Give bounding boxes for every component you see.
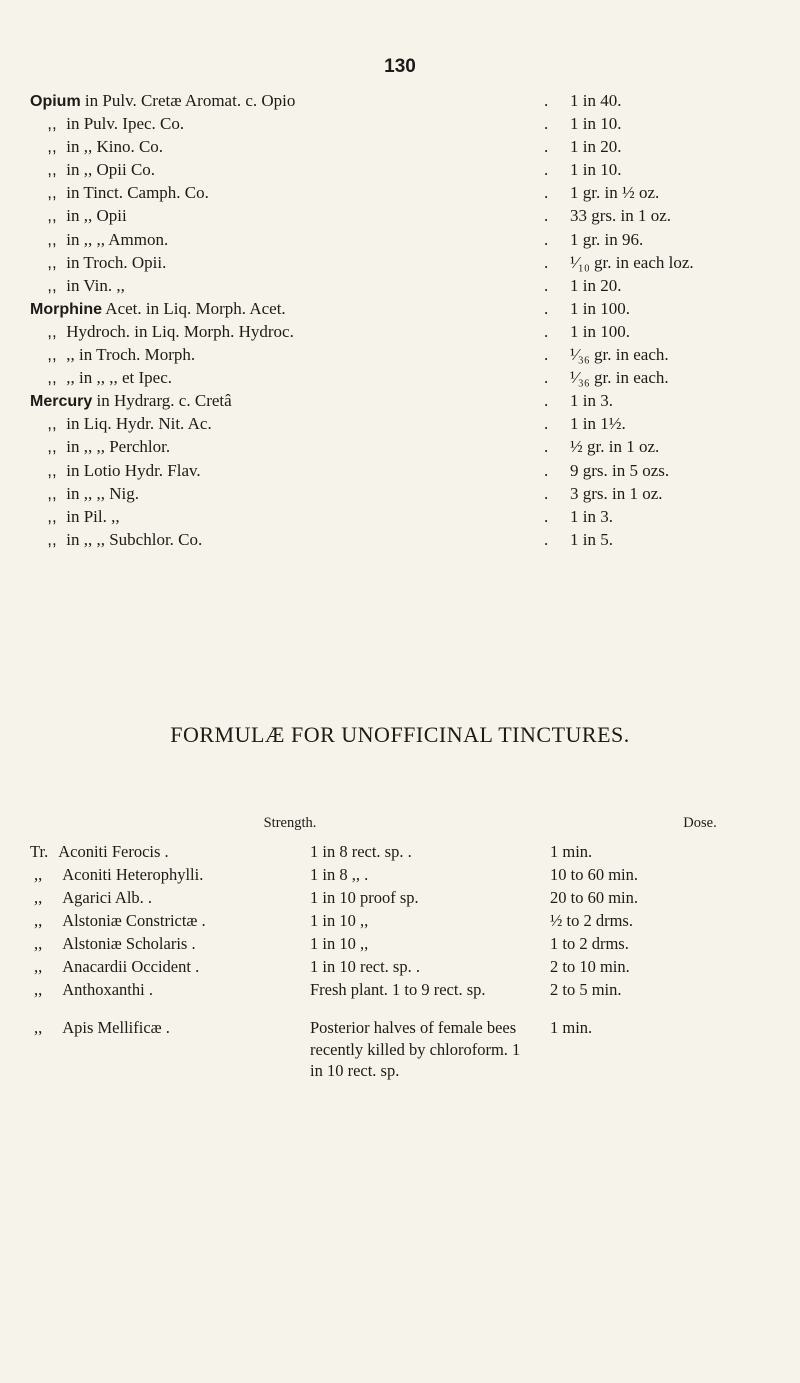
tincture-dose: 2 to 5 min. [550,980,622,999]
preparation-strength: 1 in 100. [570,298,630,318]
preparation-name: in Tinct. Camph. Co. [62,183,209,203]
preparation-name: in ,, ,, Ammon. [62,229,169,249]
preparation-name: in ,, Opii [62,206,127,226]
preparation-name: in Pil. ,, [62,506,120,526]
preparation-strength: ½ gr. in 1 oz. [570,437,660,457]
tincture-name: Alstoniæ Scholaris . [59,934,196,953]
tincture-strength: Posterior halves of female bees recently killed by chloroform. 1 in 10 rect. sp. [310,1018,521,1081]
ditto-mark: ,, [34,865,43,884]
ditto-mark: ,, [47,252,57,272]
preparation-strength: ¹⁄₃₆ gr. in each. [570,368,669,388]
preparation-strength: 1 in 3. [570,391,613,411]
tincture-name: Anacardii Occident . [59,957,200,976]
preparation-name: in Lotio Hydr. Flav. [62,460,201,480]
preparation-row [30,181,795,204]
ditto-mark: ,, [47,160,57,180]
preparation-name: in ,, ,, Perchlor. [62,437,171,457]
preparations-list [30,89,795,551]
preparation-row [30,389,795,412]
page-number: 130 [384,56,416,77]
tincture-name: Alstoniæ Constrictæ . [59,911,206,930]
preparation-row [30,158,795,181]
preparation-name: in Troch. Opii. [62,252,167,272]
preparation-row [30,435,795,458]
preparation-name: in Pulv. Cretæ Aromat. c. Opio [80,91,296,110]
leader-dot: . [544,460,549,480]
preparation-name: in ,, ,, Subchlor. Co. [62,529,203,549]
leader-dot: . [544,391,549,411]
ditto-mark: ,, [47,529,57,549]
preparation-name: in ,, Kino. Co. [62,137,164,157]
preparation-row [30,251,795,274]
preparation-row [30,505,795,528]
preparation-strength: ¹⁄₁₀ gr. in each loz. [570,252,694,272]
preparation-strength: 1 in 20. [570,275,622,295]
preparation-row [30,412,795,435]
preparation-row [30,343,795,366]
preparation-row [30,204,795,227]
preparation-name: in Vin. ,, [62,275,125,295]
drug-name: Opium [30,93,81,110]
leader-dot: . [544,206,549,226]
preparation-strength: 9 grs. in 5 ozs. [570,460,670,480]
preparation-strength: 3 grs. in 1 oz. [570,483,663,503]
preparation-row [30,320,795,343]
leader-dot: . [544,160,549,180]
ditto-mark: ,, [47,506,57,526]
leader-dot: . [544,321,549,341]
tincture-dose: 1 min. [550,842,593,861]
ditto-mark: ,, [34,888,43,907]
preparation-strength: ¹⁄₃₆ gr. in each. [570,345,669,365]
preparation-row [30,274,795,297]
preparation-strength: 33 grs. in 1 oz. [570,206,672,226]
preparation-name: in Hydrarg. c. Cretâ [92,391,232,411]
ditto-mark: ,, [47,229,57,249]
tincture-dose: 20 to 60 min. [550,888,639,907]
preparation-row [30,482,795,505]
leader-dot: . [544,252,549,272]
ditto-mark: ,, [47,206,57,226]
leader-dot: . [544,345,549,365]
leader-dot: . [544,275,549,295]
leader-dot: . [544,414,549,434]
preparation-strength: 1 in 100. [570,321,630,341]
tincture-dose: 1 min. [550,1018,593,1037]
ditto-mark: ,, [47,345,57,365]
leader-dot: . [544,483,549,503]
tincture-strength: 1 in 10 ,, [310,911,369,930]
drug-name: Mercury [30,393,93,411]
ditto-mark: ,, [34,980,43,999]
ditto-mark: ,, [47,437,57,457]
tincture-strength: 1 in 8 ,, . [310,865,369,884]
preparation-strength: 1 in 3. [570,506,613,526]
leader-dot: . [544,137,549,157]
preparation-strength: 1 in 40. [570,91,622,110]
tincture-dose: ½ to 2 drms. [550,911,633,930]
preparation-row [30,528,795,551]
tincture-name: Apis Mellificæ . [59,1018,170,1037]
tincture-name: Anthoxanthi . [59,980,153,999]
ditto-mark: ,, [34,957,43,976]
ditto-mark: ,, [34,934,43,953]
ditto-mark: ,, [47,460,57,480]
ditto-mark: ,, [47,368,57,388]
ditto-mark: ,, [47,483,57,503]
preparation-name: ,, in ,, ,, et Ipec. [62,368,172,388]
tincture-dose: 10 to 60 min. [550,865,639,884]
ditto-mark: ,, [34,911,43,930]
tincture-prefix: Tr. [30,842,49,861]
preparation-row [30,135,795,158]
tincture-name: Aconiti Heterophylli. [59,865,204,884]
preparation-row [30,228,795,251]
tincture-name: Aconiti Ferocis . [55,842,169,861]
tincture-strength: 1 in 8 rect. sp. . [310,842,412,861]
section-heading: FORMULÆ FOR UNOFFICINAL TINCTURES. [170,722,630,747]
preparation-name: in ,, Opii Co. [62,160,156,180]
preparation-strength: 1 in 10. [570,114,622,134]
leader-dot: . [544,368,549,388]
ditto-mark: ,, [47,183,57,203]
preparation-name: Hydroch. in Liq. Morph. Hydroc. [62,321,294,341]
preparation-strength: 1 gr. in 96. [570,229,644,249]
preparation-row [30,112,795,135]
preparation-strength: 1 in 1½. [570,414,626,434]
preparation-strength: 1 in 5. [570,529,613,549]
preparation-strength: 1 in 20. [570,137,622,157]
preparation-name: ,, in Troch. Morph. [62,345,196,365]
tincture-strength: 1 in 10 rect. sp. . [310,957,420,976]
preparation-strength: 1 gr. in ½ oz. [570,183,660,203]
tincture-dose: 1 to 2 drms. [550,934,629,953]
ditto-mark: ,, [47,114,57,134]
tincture-strength: 1 in 10 proof sp. [310,888,419,907]
strength-column-header: Strength. [263,815,317,831]
leader-dot: . [544,437,549,457]
tincture-name: Agarici Alb. . [59,888,153,907]
ditto-mark: ,, [47,321,57,341]
leader-dot: . [544,91,549,110]
leader-dot: . [544,506,549,526]
preparation-row [30,366,795,389]
preparation-name: Acet. in Liq. Morph. Acet. [102,298,286,318]
tincture-strength: Fresh plant. 1 to 9 rect. sp. [310,980,486,999]
tincture-strength: 1 in 10 ,, [310,934,369,953]
preparation-name: in Pulv. Ipec. Co. [62,114,185,134]
leader-dot: . [544,114,549,134]
preparation-strength: 1 in 10. [570,160,622,180]
preparation-name: in Liq. Hydr. Nit. Ac. [62,414,212,434]
ditto-mark: ,, [47,414,57,434]
leader-dot: . [544,183,549,203]
drug-name: Morphine [30,300,102,318]
ditto-mark: ,, [47,275,57,295]
preparation-row [30,459,795,482]
preparation-name: in ,, ,, Nig. [62,483,139,503]
leader-dot: . [544,229,549,249]
ditto-mark: ,, [34,1018,43,1037]
ditto-mark: ,, [47,137,57,157]
tincture-dose: 2 to 10 min. [550,957,630,976]
leader-dot: . [544,529,549,549]
leader-dot: . [544,298,549,318]
dose-column-header: Dose. [683,815,717,831]
preparation-row [30,297,795,320]
preparation-row [30,89,795,112]
